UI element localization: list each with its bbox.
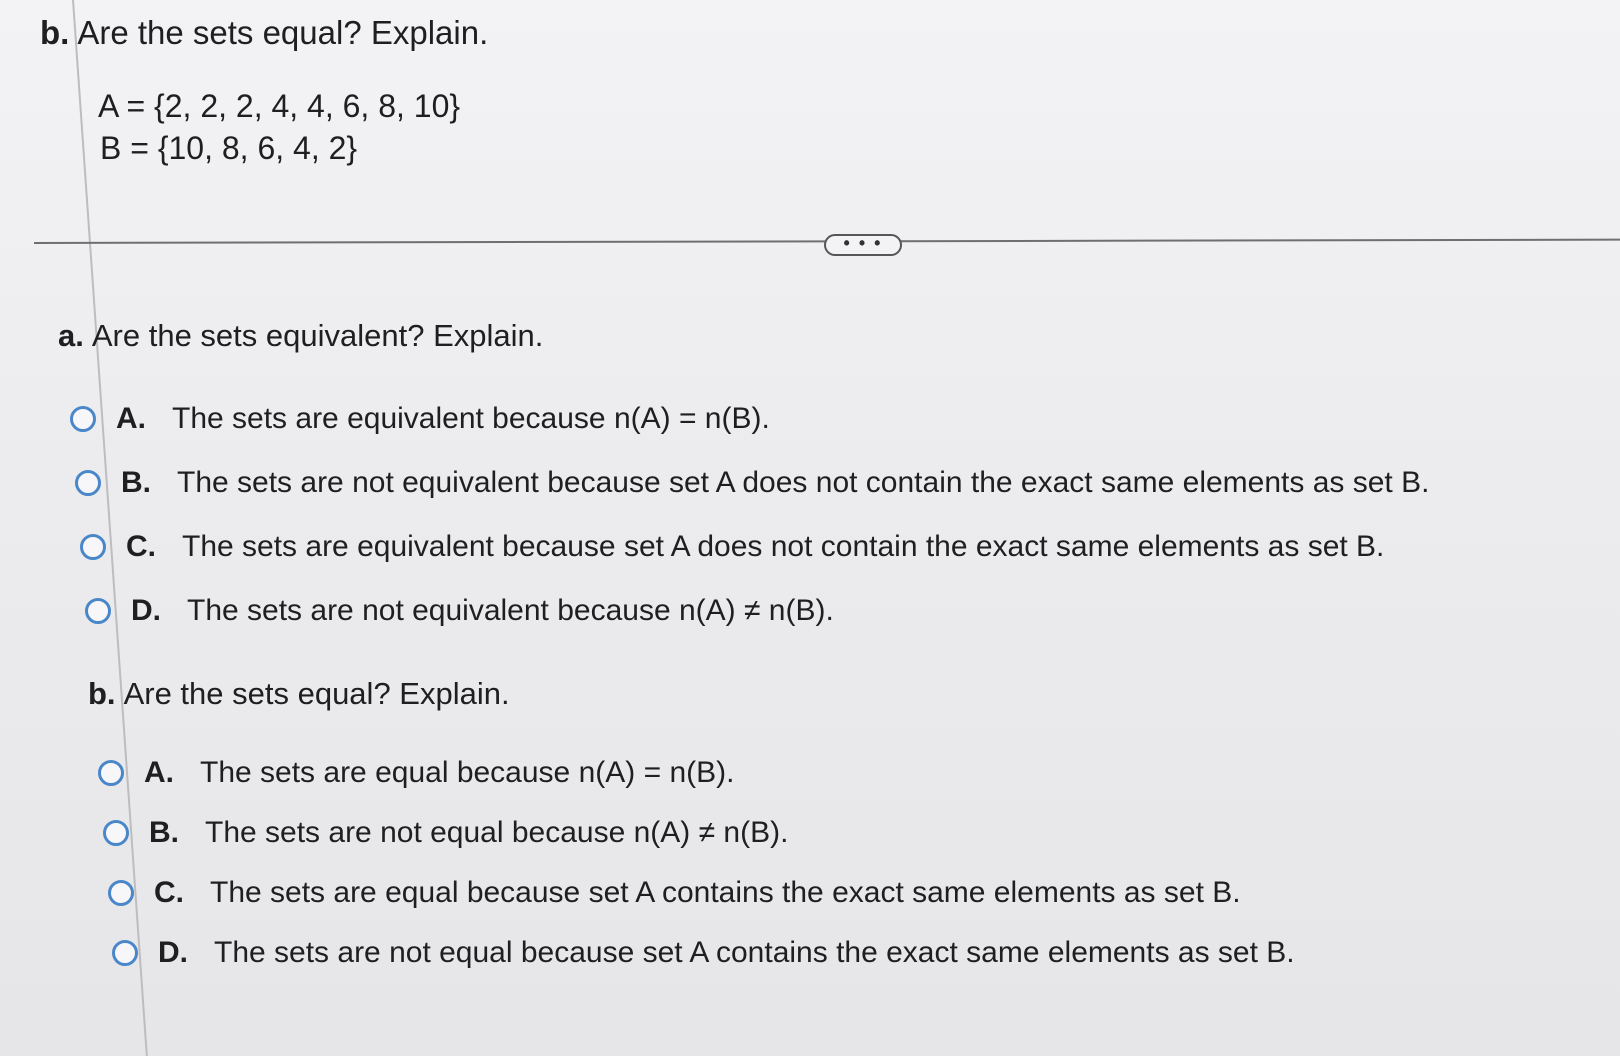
radio-button[interactable] — [80, 534, 106, 560]
part-b-label: b. — [88, 676, 116, 711]
choice-letter: D. — [158, 936, 188, 969]
part-a-choice-c[interactable] — [80, 530, 1384, 564]
choice-letter: B. — [149, 816, 179, 849]
part-a-choice-a[interactable] — [70, 402, 770, 436]
choice-text: The sets are not equal because n(A) ≠ n(B). — [205, 816, 789, 849]
choice-text: The sets are not equivalent because set A does not contain the exact same elements as set B. — [177, 466, 1430, 499]
radio-button[interactable] — [75, 470, 101, 496]
choice-text: The sets are not equivalent because n(A) ≠ n(B). — [187, 594, 834, 627]
part-b-question-text: Are the sets equal? Explain. — [123, 676, 510, 711]
prompt-text: Are the sets equal? Explain. — [77, 14, 489, 51]
part-b-choice-b[interactable] — [103, 816, 788, 850]
part-b-choice-a[interactable] — [98, 756, 734, 790]
choice-letter: C. — [126, 530, 156, 563]
radio-button[interactable] — [70, 406, 96, 432]
choice-letter: A. — [144, 756, 174, 789]
choice-text: The sets are equal because set A contains the exact same elements as set B. — [210, 876, 1241, 909]
choice-letter: A. — [116, 402, 146, 435]
choice-text: The sets are equivalent because set A does not contain the exact same elements as set B. — [182, 530, 1385, 563]
choice-text: The sets are equal because n(A) = n(B). — [200, 756, 735, 789]
choice-text: The sets are not equal because set A contains the exact same elements as set B. — [214, 936, 1295, 969]
set-b-definition: B = {10, 8, 6, 4, 2} — [100, 130, 358, 166]
radio-button[interactable] — [112, 940, 138, 966]
choice-text: The sets are equivalent because n(A) = n(B). — [172, 402, 770, 435]
expand-button[interactable]: • • • — [824, 234, 902, 256]
part-a-question — [58, 318, 543, 354]
radio-button[interactable] — [108, 880, 134, 906]
part-a-choice-b[interactable] — [75, 466, 1429, 500]
part-b-choice-c[interactable] — [108, 876, 1241, 910]
part-b-choice-d[interactable] — [112, 936, 1295, 970]
choice-letter: B. — [121, 466, 151, 499]
part-a-choice-d[interactable] — [85, 594, 834, 628]
radio-button[interactable] — [85, 598, 111, 624]
part-a-question-text: Are the sets equivalent? Explain. — [91, 318, 544, 353]
prompt-title — [40, 14, 488, 52]
prompt-label: b. — [40, 14, 70, 51]
choice-letter: C. — [154, 876, 184, 909]
part-b-question — [88, 676, 510, 712]
radio-button[interactable] — [103, 820, 129, 846]
set-a-definition: A = {2, 2, 2, 4, 4, 6, 8, 10} — [98, 88, 461, 124]
radio-button[interactable] — [98, 760, 124, 786]
part-a-label: a. — [58, 318, 84, 353]
choice-letter: D. — [131, 594, 161, 627]
